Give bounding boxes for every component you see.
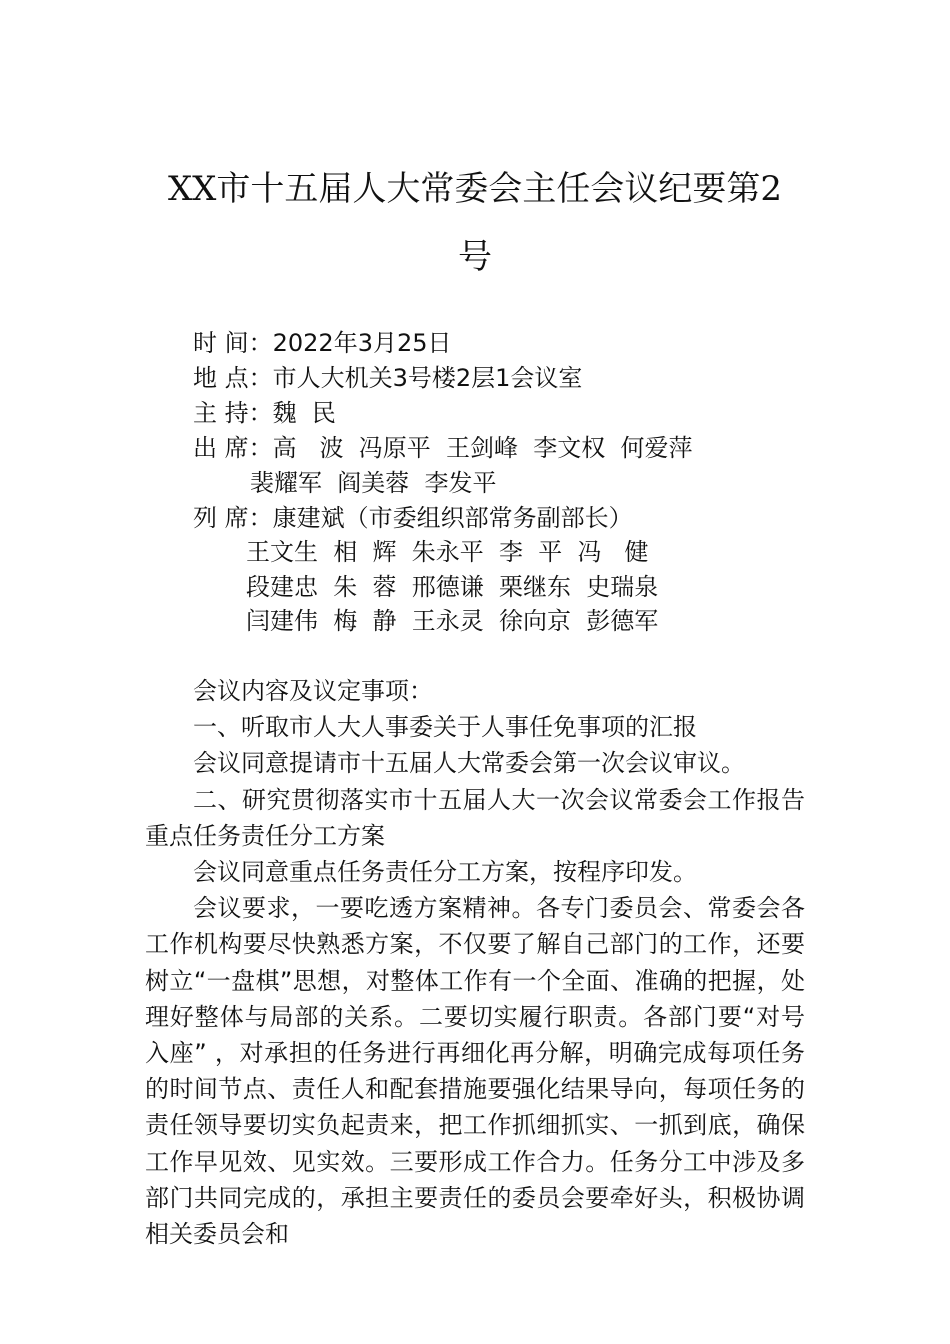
item1-title: 一、听取市人大人事委关于人事任免事项的汇报 bbox=[193, 713, 697, 742]
document-title-line1: XX市十五届人大常委会主任会议纪要第2 bbox=[167, 169, 783, 209]
meeting-time: 时 间：2022年3月25日 bbox=[193, 329, 452, 357]
observers-line3: 段建忠 朱 蓉 邢德谦 栗继东 史瑞泉 bbox=[246, 573, 659, 601]
content-heading: 会议内容及议定事项： bbox=[193, 677, 433, 705]
item2-requirements: 会议要求，一要吃透方案精神。各专门委员会、常委会各工作机构要尽快熟悉方案，不仅要了解自己部门的工作，还要树立“一盘棋”思想，对整体工作有一个全面、准确的把握，处理好整体与局部的关系。二要切实履行职责。各部门要“对号入座” ，对承担的任务进行再细化再分解，明确完成每项任务的时间节点、责任人和配套措施要强化结果导向，每项任务的责任领导要切实负起责来，把工作抓细抓实、一抓到底，确保工作早见效、见实效。三要形成工作合力。任务分工中涉及多部门共同完成的，承担主要责任的委员会要牵好头，积极协调相关委员会和 bbox=[145, 894, 805, 1249]
observers-line4: 闫建伟 梅 静 王永灵 徐向京 彭德军 bbox=[246, 607, 659, 635]
document-title-line2: 号 bbox=[458, 237, 492, 277]
observers-line2: 王文生 相 辉 朱永平 李 平 冯 健 bbox=[246, 538, 649, 566]
meeting-host: 主 持：魏 民 bbox=[193, 399, 336, 427]
observers-line1: 列 席：康建斌（市委组织部常务副部长） bbox=[193, 504, 633, 532]
document-body bbox=[145, 673, 805, 1252]
item2-text: 会议同意重点任务责任分工方案，按程序印发。 bbox=[193, 858, 697, 887]
attendees-line1: 出 席：高 波 冯原平 王剑峰 李文权 何爱萍 bbox=[193, 434, 693, 462]
meeting-place: 地 点：市人大机关3号楼2层1会议室 bbox=[193, 364, 583, 392]
item2-title: 二、研究贯彻落实市十五届人大一次会议常委会工作报告重点任务责任分工方案 bbox=[145, 785, 805, 850]
attendees-line2: 裴耀军 阎美蓉 李发平 bbox=[250, 469, 497, 497]
item1-text: 会议同意提请市十五届人大常委会第一次会议审议。 bbox=[193, 749, 745, 778]
